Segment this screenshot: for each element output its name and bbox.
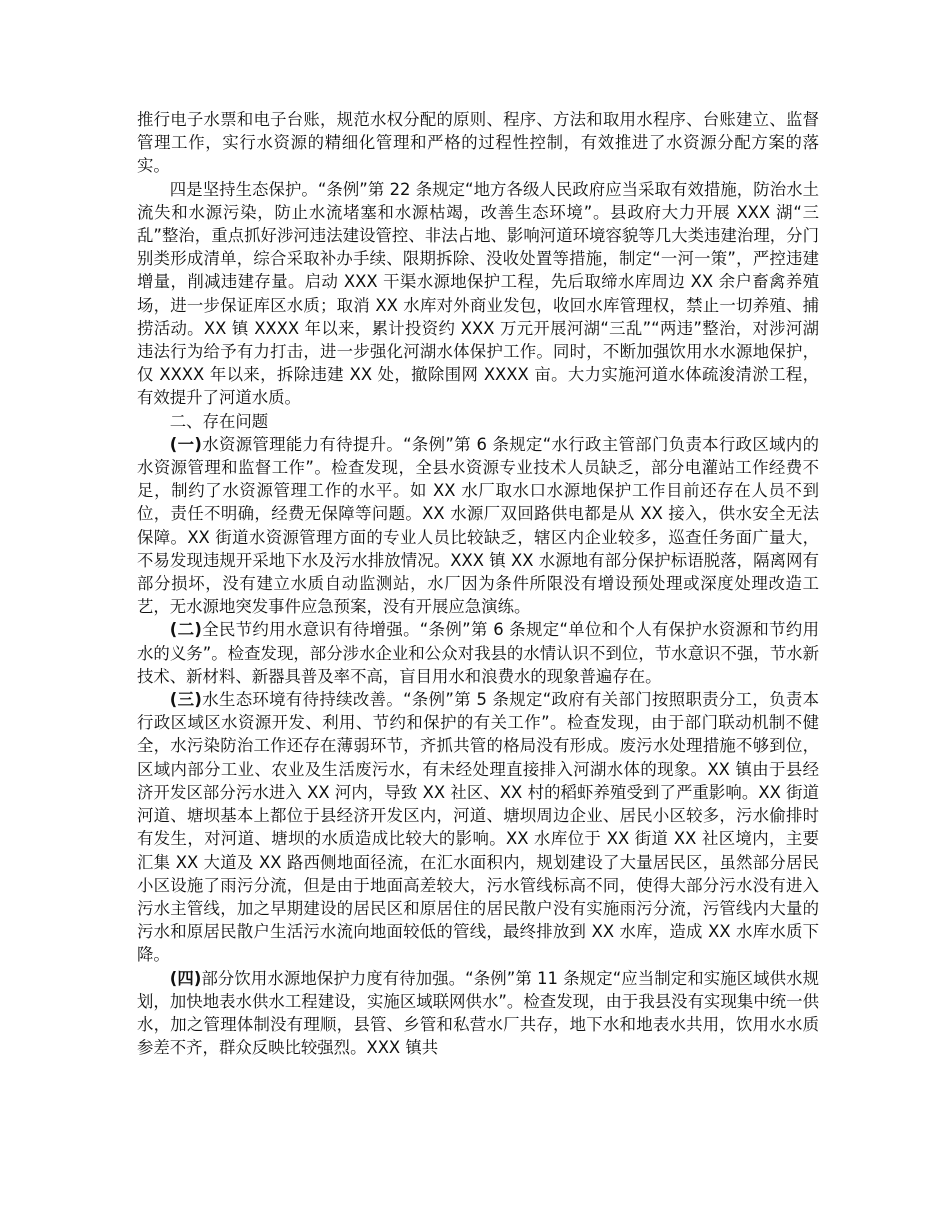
item-marker-1: (一) — [169, 434, 202, 454]
paragraph-problem-4 — [137, 967, 819, 1060]
paragraph-problem-3-text: 水生态环境有待持续改善。“条例”第 5 条规定“政府有关部门按照职责分工，负责本行政区域区水资源开发、利用、节约和保护的有关工作”。检查发现，由于部门联动机制不健全，水污染防治工作还存在薄弱环节，齐抓共管的格局没有形成。废污水处理措施不够到位，区域内部分工业、农业及生活废污水，有未经处理直接排入河湖水体的现象。XX 镇由于县经济开发区部分污水进入 XX 河内，导致 XX 社区、XX 村的稻虾养殖受到了严重影响。XX 街道河道、塘坝基本上都位于县经济开发区内，河道、塘坝周边企业、居民小区较多，污水偷排时有发生，对河道、塘坝的水质造成比较大的影响。XX 水库位于 XX 街道 XX 社区境内，主要汇集 XX 大道及 XX 路西侧地面径流，在汇水面积内，规划建设了大量居民区，虽然部分居民小区设施了雨污分流，但是由于地面高差较大，污水管线标高不同，使得大部分污水没有进入污水主管线，加之早期建设的居民区和原居住的居民散户没有实施雨污分流，污管线内大量的污水和原居民散户生活污水流向地面较低的管线，最终排放到 XX 水库，造成 XX 水库水质下降。 — [137, 690, 820, 965]
item-marker-4: (四) — [169, 968, 202, 988]
paragraph-problem-1-text: 水资源管理能力有待提升。“条例”第 6 条规定“水行政主管部门负责本行政区域内的水资源管理和监督工作”。检查发现，全县水资源专业技术人员缺乏，部分电灌站工作经费不足，制约了水资源管理工作的水平。如 XX 水厂取水口水源地保护工作目前还存在人员不到位，责任不明确，经费无保障等问题。XX 水源厂双回路供电都是从 XX 接入，供水安全无法保障。XX 街道水资源管理方面的专业人员比较缺乏，辖区内企业较多，巡查任务面广量大，不易发现违规开采地下水及污水排放情况。XXX 镇 XX 水源地有部分保护标语脱落，隔离网有部分损坏，没有建立水质自动监测站，水厂因为条件所限没有增设预处理或深度处理改造工艺，无水源地突发事件应急预案，没有开展应急演练。 — [137, 434, 820, 617]
paragraph-water-rights: 推行电子水票和电子台账，规范水权分配的原则、程序、方法和取用水程序、台账建立、监督管理工作，实行水资源的精细化管理和严格的过程性控制，有效推进了水资源分配方案的落实。 — [137, 110, 819, 176]
paragraph-problem-3 — [137, 688, 819, 966]
item-marker-3: (三) — [169, 690, 202, 710]
section-heading-problems: 二、存在问题 — [169, 411, 269, 431]
paragraph-problem-2 — [137, 618, 819, 688]
item-marker-2: (二) — [169, 620, 202, 640]
paragraph-problem-1 — [137, 433, 819, 619]
paragraph-ecological-protection: 四是坚持生态保护。“条例”第 22 条规定“地方各级人民政府应当采取有效措施，防治水土流失和水源污染，防止水流堵塞和水源枯竭，改善生态环境”。县政府大力开展 XXX 湖“三乱”整治，重点抓好涉河违法建设管控、非法占地、影响河道环境容貌等几大类违建治理，分门别类形成清单，综合采取补办手续、限期拆除、没收处置等措施，制定“一河一策”，严控违建增量，削减违建存量。启动 XXX 干渠水源地保护工程，先后取缔水库周边 XX 余户畜禽养殖场，进一步保证库区水质；取消 XX 水库对外商业发包，收回水库管理权，禁止一切养殖、捕捞活动。XX 镇 XXXX 年以来，累计投资约 XXX 万元开展河湖“三乱”“两违”整治，对涉河湖违法行为给予有力打击，进一步强化河湖水体保护工作。同时，不断加强饮用水水源地保护，仅 XXXX 年以来，拆除违建 XX 处，撤除围网 XXXX 亩。大力实施河道水体疏浚清淤工程，有效提升了河道水质。 — [137, 179, 819, 408]
paragraph-problem-4-text: 部分饮用水源地保护力度有待加强。“条例”第 11 条规定“应当制定和实施区域供水规划，加快地表水供水工程建设，实施区域联网供水”。检查发现，由于我县没有实现集中统一供水，加之管理体制没有理顺，县管、乡管和私营水厂共存，地下水和地表水共用，饮用水水质参差不齐，群众反映比较强烈。XXX 镇共 — [137, 968, 820, 1058]
document-page — [137, 108, 819, 1059]
paragraph-problem-2-text: 全民节约用水意识有待增强。“条例”第 6 条规定“单位和个人有保护水资源和节约用水的义务”。检查发现，部分涉水企业和公众对我县的水情认识不到位，节水意识不强，节水新技术、新材料、新器具普及率不高，盲目用水和浪费水的现象普遍存在。 — [137, 620, 820, 686]
